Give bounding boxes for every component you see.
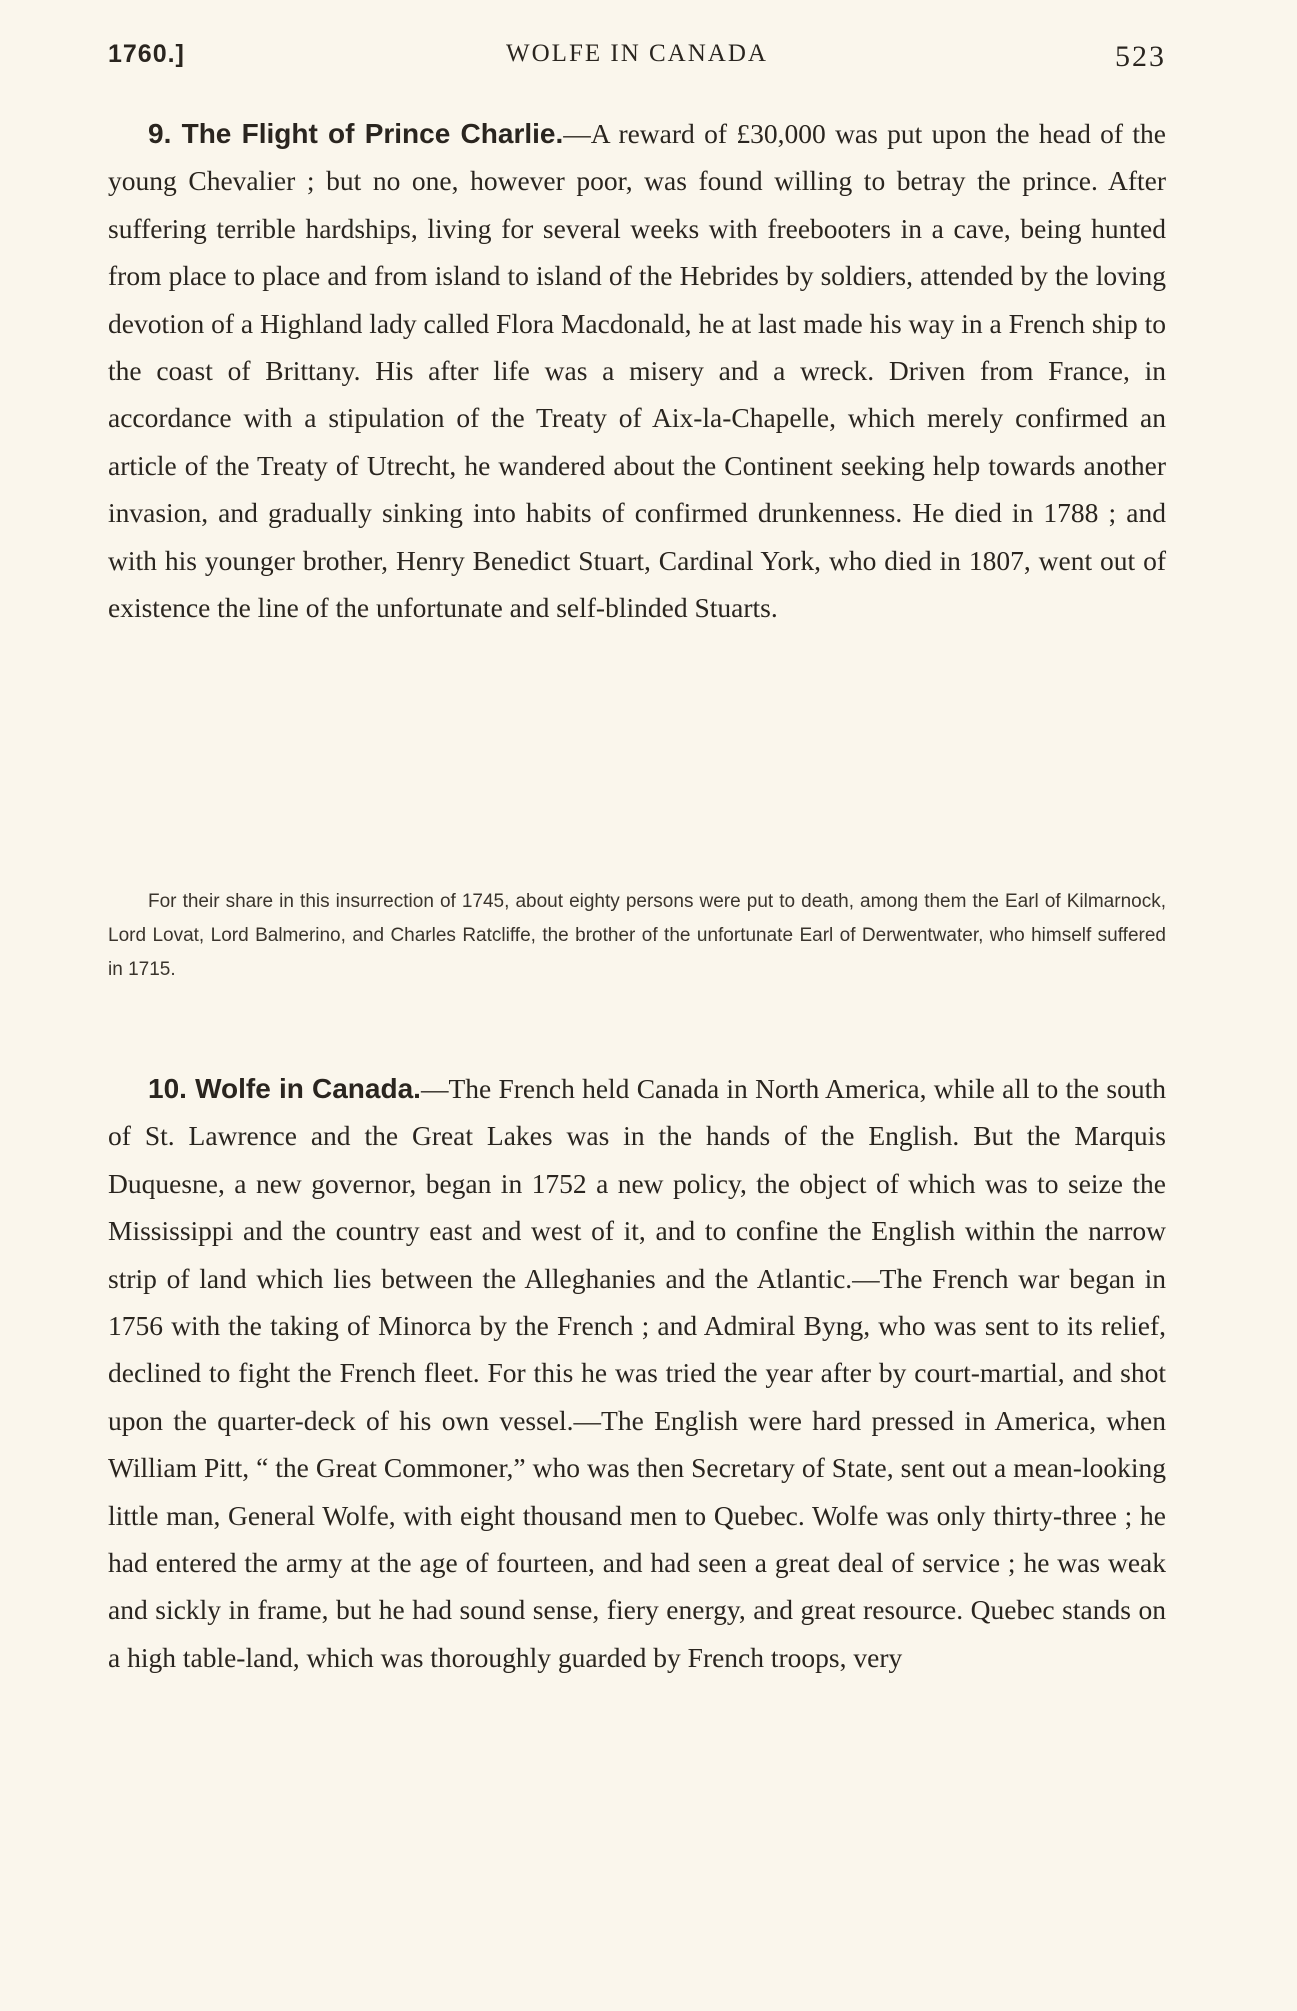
footnote-text: For their share in this insurrection of 1745, about eighty persons were put to death, among them the Earl of Kilmarnock, Lord Lovat, Lord Balmerino, and Charles Ratcliffe, the brother of the unfortunate Earl of Derwentwater, who himself suffered in 1715.: [108, 891, 1166, 980]
header-page-number: 523: [1115, 40, 1166, 73]
section-9-body: —A reward of £30,000 was put upon the head of the young Chevalier ; but no one, however poor, was found willing to betray the prince. After suffering terrible hardships, living for several weeks with freebooters in a cave, being hunted from place to place and from island to island of the Hebrides by soldiers, attended by the loving devotion of a Highland lady called Flora Macdonald, he at last made his way in a French ship to the coast of Brittany. His after life was a misery and a wreck. Driven from France, in accordance with a stipulation of the Treaty of Aix-la-Chapelle, which merely confirmed an article of the Treaty of Utrecht, he wandered about the Continent seeking help towards another invasion, and gradually sinking into habits of confirmed drunkenness. He died in 1788 ; and with his younger brother, Henry Benedict Stuart, Cardinal York, who died in 1807, went out of existence the line of the unfortunate and self-blinded Stuarts.: [108, 118, 1167, 624]
header-year: 1760.]: [108, 40, 185, 68]
section-10-body: —The French held Canada in North America, while all to the south of St. Lawrence and the Great Lakes was in the hands of the English. But the Marquis Duquesne, a new governor, began in 1752 a new policy, the object of which was to seize the Mississippi and the country east and west of it, and to confine the English within the narrow strip of land which lies between the Alleghanies and the Atlantic.—The French war began in 1756 with the taking of Minorca by the French ; and Admiral Byng, who was sent to its relief, declined to fight the French fleet. For this he was tried the year after by court-martial, and shot upon the quarter-deck of his own vessel.—The English were hard pressed in America, when William Pitt, “ the Great Commoner,” who was then Secretary of State, sent out a mean-looking little man, General Wolfe, with eight thousand men to Quebec. Wolfe was only thirty-three ; he had entered the army at the age of fourteen, and had seen a great deal of service ; he was weak and sickly in frame, but he had sound sense, fiery energy, and great resource. Quebec stands on a high table-land, which was thoroughly guarded by French troops, very: [108, 1073, 1166, 1673]
section-10-paragraph: [108, 1065, 1166, 1681]
section-9-heading: 9. The Flight of Prince Charlie.: [148, 118, 564, 149]
section-10-heading: 10. Wolfe in Canada.: [148, 1073, 421, 1104]
section-10: [108, 1065, 1166, 1681]
section-9: [108, 110, 1166, 631]
running-header: [108, 40, 1166, 80]
header-title: WOLFE IN CANADA: [506, 40, 768, 67]
section-9-paragraph: [108, 110, 1166, 631]
footnote: [108, 885, 1166, 987]
